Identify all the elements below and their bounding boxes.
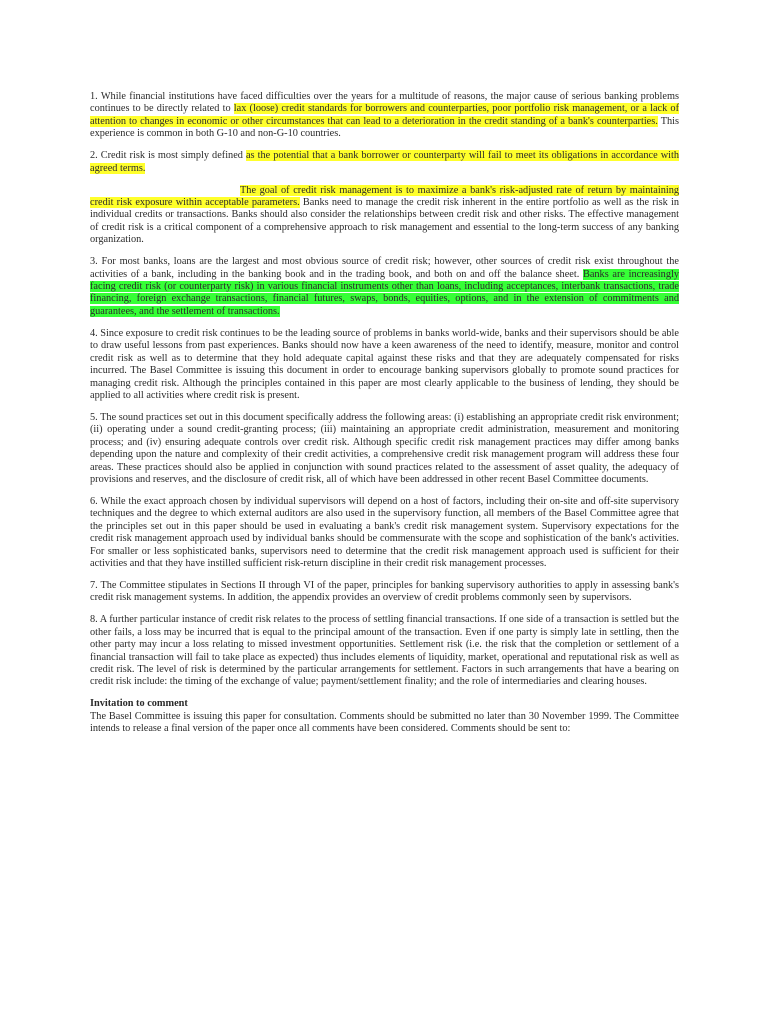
paragraph-8: 8. A further particular instance of credit risk relates to the process of settling financial transactions. If one side of a transaction is settled but the other fails, a loss may be incurred that is equal to the principal amount of the transaction. Even if one party is simply late in settling, then the other party may incur a loss relating to missed investment opportunities. Settlement risk (i.e. the risk that the completion or settlement of a financial transaction will fail to take place as expected) thus includes elements of liquidity, market, operational and reputational risk as well as credit risk. The level of risk is determined by the particular arrangements for settlement. Factors in such arrangements that have a bearing on credit risk include: the timing of the exchange of value; payment/settlement finality; and the role of intermediaries and clearing houses.: [90, 614, 679, 688]
paragraph-3-text-a: 3. For most banks, loans are the largest and most obvious source of credit risk; however, other sources of credit risk exist throughout the activities of a bank, including in the banking book and in the trading book, and both on and off the balance sheet.: [90, 256, 679, 280]
paragraph-3: [90, 256, 679, 318]
paragraph-1-highlight: lax (loose) credit standards for borrowers and counterparties, poor portfolio risk management, or a lack of attention to changes in economic or other circumstances that can lead to a deterioration in the credit standing of a bank's counterparties.: [90, 103, 679, 127]
paragraph-5: 5. The sound practices set out in this document specifically address the following areas: (i) establishing an appropriate credit risk environment; (ii) operating under a sound credit-granting process; (iii) maintaining an appropriate credit administration, measurement and monitoring process; and (iv) ensuring adequate controls over credit risk. Although specific credit risk management practices may differ among banks depending upon the nature and complexity of their credit activities, a comprehensive credit risk management program will address these four areas. These practices should also be applied in conjunction with sound practices related to the assessment of asset quality, the adequacy of provisions and reserves, and the disclosure of credit risk, all of which have been addressed in other recent Basel Committee documents.: [90, 411, 679, 485]
paragraph-3-highlight: Banks are increasingly facing credit risk (or counterparty risk) in various financial instruments other than loans, including acceptances, interbank transactions, trade financing, foreign exchange transactions, financial futures, swaps, bonds, equities, options, and in the extension of commitments and guarantees, and the settlement of transactions.: [90, 268, 679, 317]
paragraph-2-text-a: 2. Credit risk is most simply defined: [90, 150, 246, 162]
paragraph-2-text-b: Banks need to manage the credit risk inherent in the entire portfolio as well as the risk in individual credits or transactions. Banks should also consider the relationships between credit risk and other risks. The effective management of credit risk is a critical component of a comprehensive approach to risk management and essential to the long-term success of any banking organization.: [90, 197, 679, 246]
invitation-body: The Basel Committee is issuing this paper for consultation. Comments should be submitted no later than 30 November 1999. The Committee intends to release a final version of the paper once all comments have been considered. Comments should be sent to:: [90, 710, 679, 735]
paragraph-4: 4. Since exposure to credit risk continues to be the leading source of problems in banks world-wide, banks and their supervisors should be able to draw useful lessons from past experiences. Banks should now have a keen awareness of the need to identify, measure, monitor and control credit risk as well as to determine that they hold adequate capital against these risks and that they are adequately compensated for risks incurred. The Basel Committee is issuing this document in order to encourage banking supervisors globally to promote sound practices for managing credit risk. Although the principles contained in this paper are most clearly applicable to the business of lending, they should be applied to all activities where credit risk is present.: [90, 327, 679, 401]
paragraph-6: 6. While the exact approach chosen by individual supervisors will depend on a host of factors, including their on-site and off-site supervisory techniques and the degree to which external auditors are also used in the supervisory function, all members of the Basel Committee agree that the principles set out in this paper should be used in evaluating a bank's credit risk management system. Supervisory expectations for the credit risk management approach used by individual banks should be commensurate with the scope and sophistication of the bank's activities. For smaller or less sophisticated banks, supervisors need to determine that the credit risk management approach used is sufficient for their activities and that they have instilled sufficient risk-return discipline in their credit risk management processes.: [90, 495, 679, 569]
paragraph-2-highlight-2: The goal of credit risk management is to maximize a bank's risk-adjusted rate of return by maintaining credit risk exposure within acceptable parameters.: [90, 184, 679, 209]
paragraph-2: [90, 150, 679, 175]
paragraph-1-text-b: This experience is common in both G-10 and non-G-10 countries.: [90, 115, 679, 140]
document-page: [90, 91, 679, 736]
paragraph-2-highlight-1: as the potential that a bank borrower or counterparty will fail to meet its obligations in accordance with agreed terms.: [90, 150, 679, 174]
paragraph-1: [90, 91, 679, 141]
paragraph-2-continued: [90, 185, 679, 247]
paragraph-7: 7. The Committee stipulates in Sections II through VI of the paper, principles for banking supervisory authorities to apply in assessing bank's credit risk management systems. In addition, the appendix provides an overview of credit problems commonly seen by supervisors.: [90, 579, 679, 604]
invitation-heading: Invitation to comment: [90, 698, 188, 710]
paragraph-1-text-a: 1. While financial institutions have faced difficulties over the years for a multitude of reasons, the major cause of serious banking problems continues to be directly related to: [90, 91, 679, 115]
